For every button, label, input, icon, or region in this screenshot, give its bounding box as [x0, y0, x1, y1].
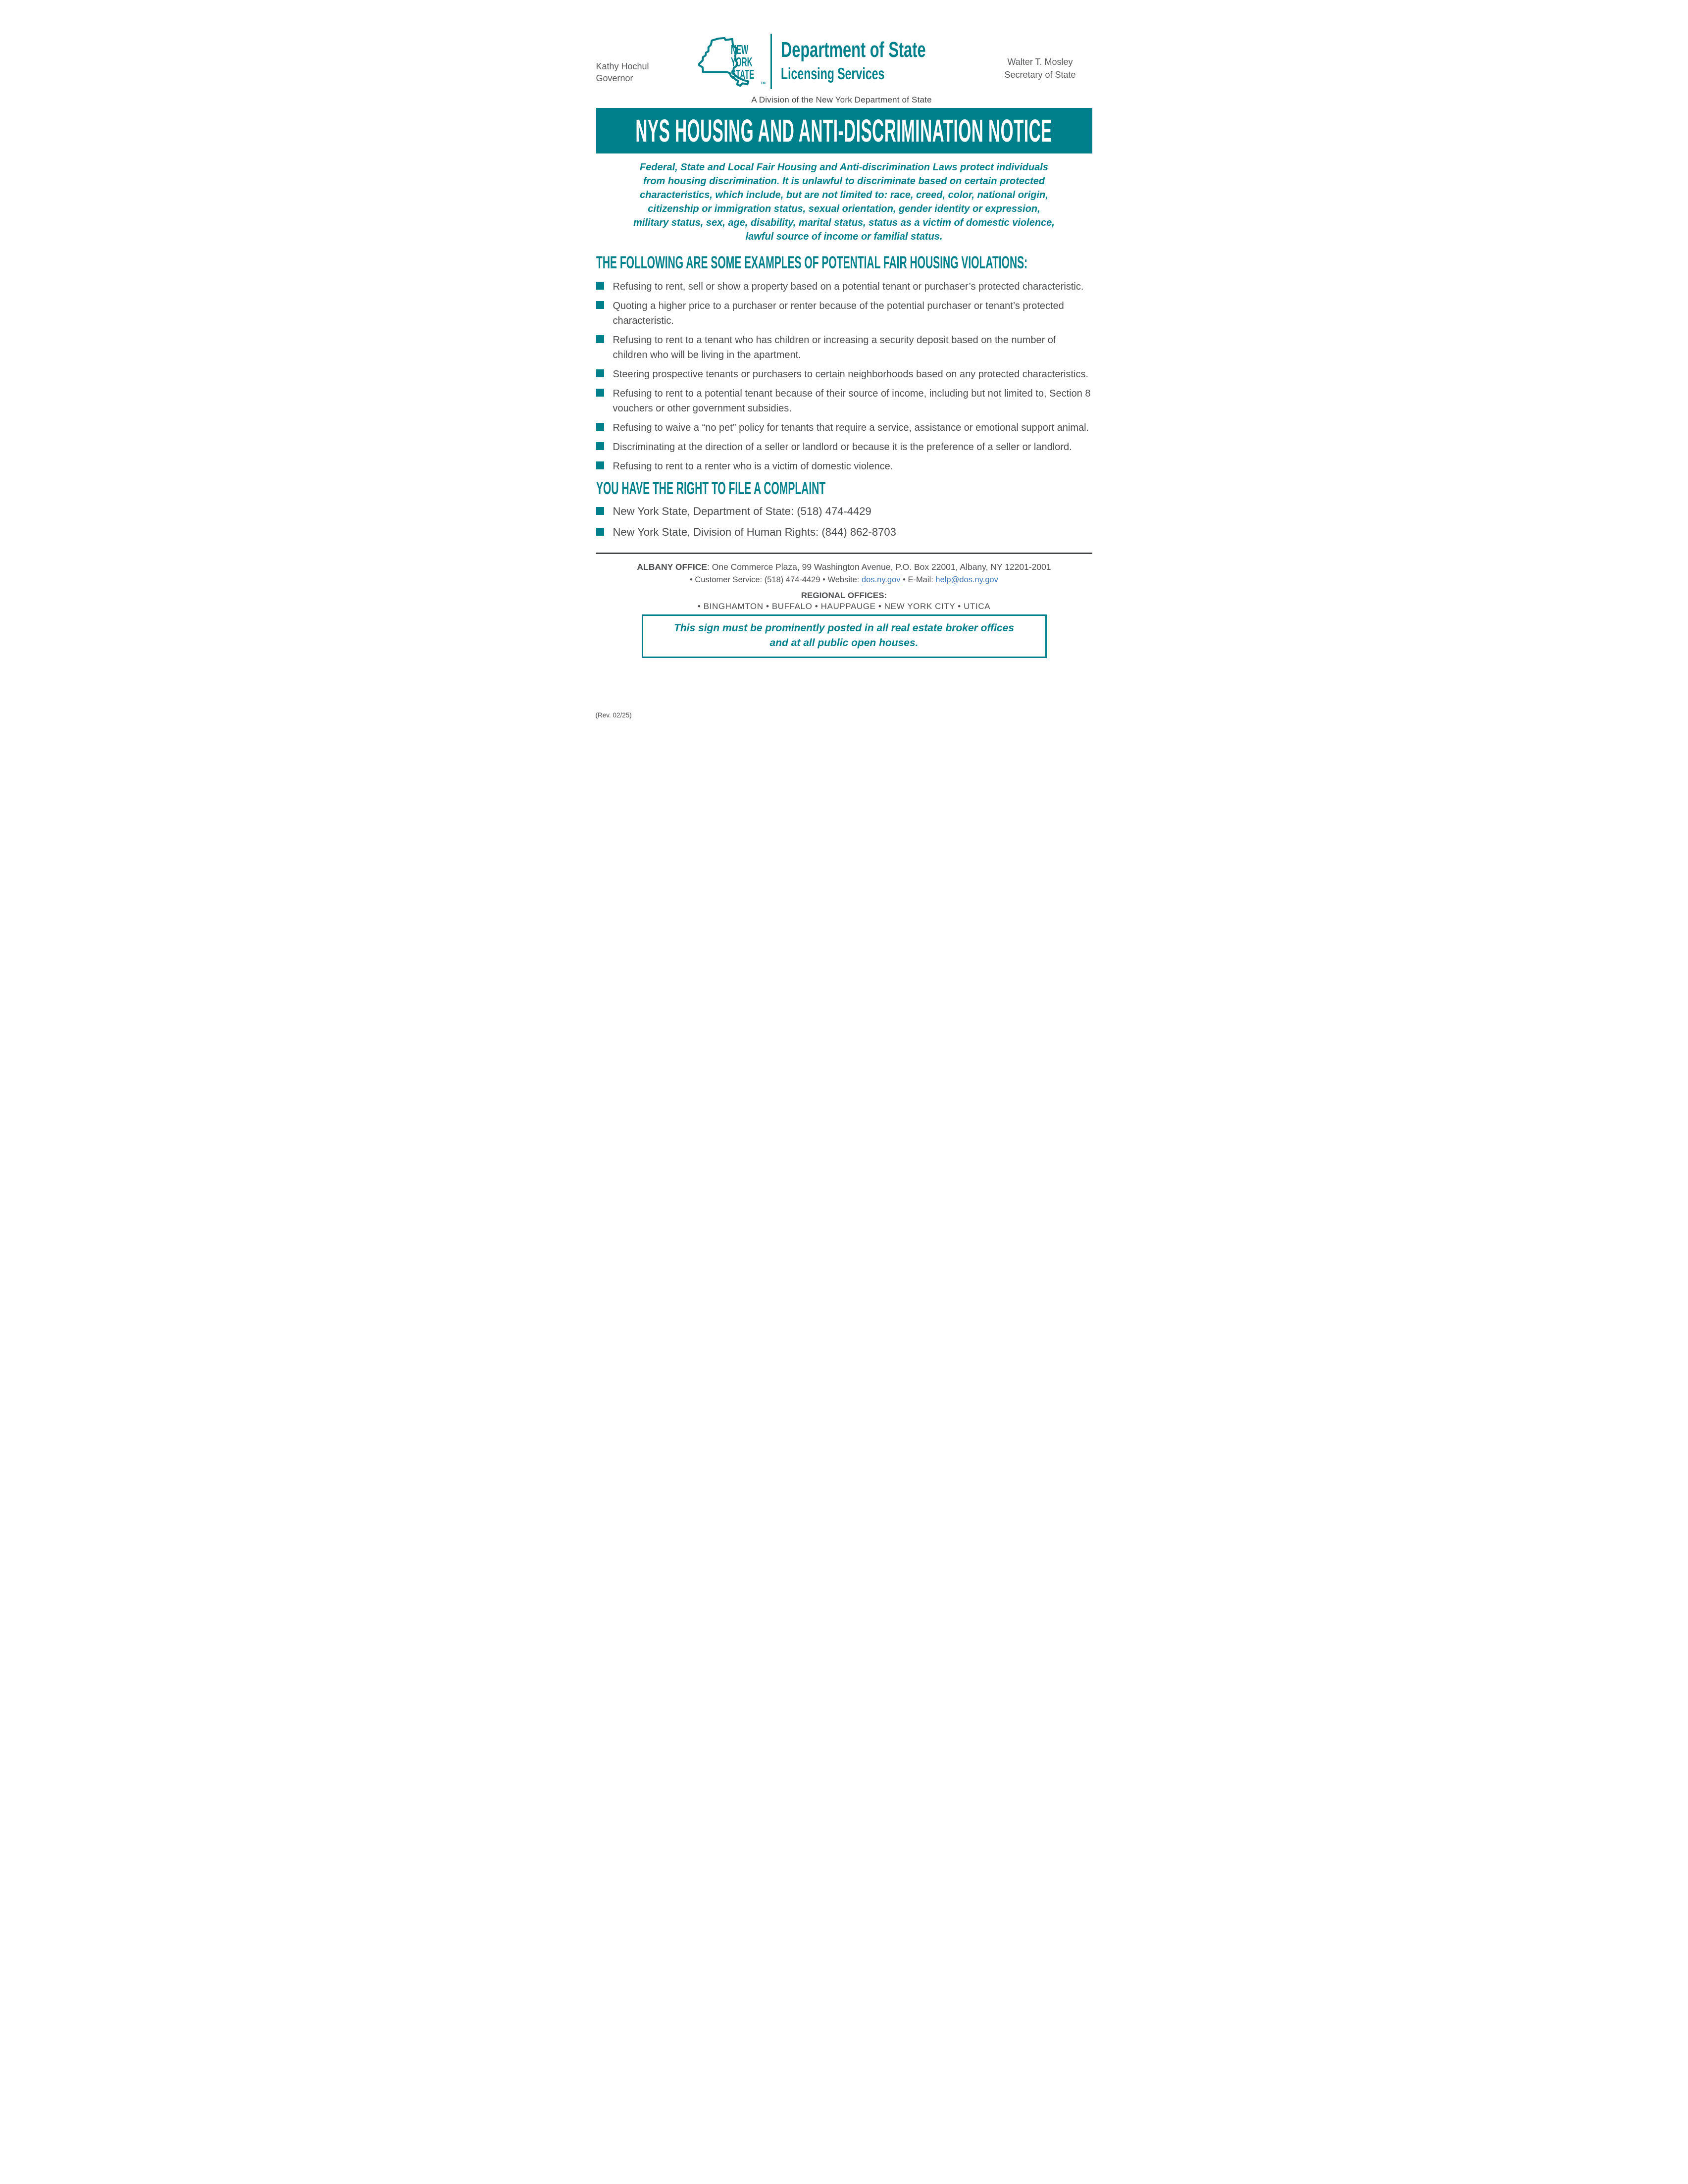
complaint-heading: YOU HAVE THE RIGHT TO FILE A COMPLAINT [596, 479, 825, 498]
ny-state-outline-icon [695, 33, 764, 92]
document-page [563, 0, 1125, 728]
bullet-square-icon [596, 282, 604, 290]
customer-service-text: • Customer Service: (518) 474-4429 • Website: [690, 575, 862, 584]
violation-text: Refusing to rent, sell or show a property based on a potential tenant or purchaser’s protected characteristic. [613, 281, 1084, 292]
bullet-square-icon [596, 507, 604, 515]
revision-label: (Rev. 02/25) [595, 711, 632, 719]
bullet-square-icon [596, 442, 604, 450]
intro-line: Federal, State and Local Fair Housing and Anti-discrimination Laws protect individuals [640, 162, 1048, 173]
email-link[interactable]: help@dos.ny.gov [935, 575, 998, 584]
logo-divider [770, 34, 772, 89]
logo-wordmark [731, 44, 754, 81]
intro-line: citizenship or immigration status, sexual orientation, gender identity or expression, [648, 203, 1040, 214]
list-item [596, 440, 1092, 455]
title-banner [596, 108, 1092, 153]
violations-list [596, 279, 1092, 474]
list-item [596, 420, 1092, 435]
violation-text: Steering prospective tenants or purchasers to certain neighborhoods based on any protected characteristics. [613, 369, 1089, 380]
list-item [596, 333, 1092, 362]
bullet-square-icon [596, 528, 604, 536]
list-item [596, 367, 1092, 382]
footer [596, 562, 1092, 658]
logo-word-new: NEW [730, 42, 749, 57]
intro-line: from housing discrimination. It is unlawful to discriminate based on certain protected [643, 176, 1045, 187]
governor-name: Kathy Hochul [596, 61, 649, 71]
violation-text: Discriminating at the direction of a seller or landlord or because it is the preference of a seller or landlord. [613, 442, 1072, 453]
list-item [596, 299, 1092, 328]
albany-office-label: ALBANY OFFICE [637, 562, 707, 572]
bullet-square-icon [596, 389, 604, 397]
regional-offices-heading: REGIONAL OFFICES: [801, 591, 887, 600]
list-item [596, 525, 1092, 540]
posting-notice-line: This sign must be prominently posted in all real estate broker offices [674, 622, 1014, 634]
notice-title: NYS HOUSING AND ANTI-DISCRIMINATION NOTICE [635, 113, 1053, 149]
list-item [596, 459, 1092, 474]
intro-line: military status, sex, age, disability, marital status, status as a victim of domestic violence, [633, 217, 1055, 228]
complaint-list [596, 504, 1092, 540]
header [596, 16, 1092, 105]
licensing-services-subtitle: Licensing Services [780, 64, 885, 83]
website-link[interactable]: dos.ny.gov [861, 575, 901, 584]
violation-text: Refusing to rent to a potential tenant because of their source of income, including but not limited to, Section 8 vouchers or other government subsidies. [613, 388, 1091, 414]
bullet-square-icon [596, 301, 604, 309]
albany-office-address: : One Commerce Plaza, 99 Washington Avenue, P.O. Box 22001, Albany, NY 12201-2001 [707, 562, 1051, 572]
footer-divider [596, 553, 1092, 554]
albany-office-line [596, 562, 1092, 572]
secretary-block [988, 33, 1092, 81]
violations-heading: THE FOLLOWING ARE SOME EXAMPLES OF POTENTIAL FAIR HOUSING VIOLATIONS: [596, 253, 1027, 272]
department-title: Department of State [780, 38, 926, 62]
complaint-contact: New York State, Department of State: (518) 474-4429 [613, 505, 871, 517]
division-tagline: A Division of the New York Department of State [751, 95, 932, 104]
posting-notice-line: and at all public open houses. [769, 637, 919, 649]
intro-line: characteristics, which include, but are not limited to: race, creed, color, national origin, [640, 190, 1048, 201]
bullet-square-icon [596, 423, 604, 431]
department-block [781, 33, 988, 83]
governor-block [596, 33, 695, 85]
violation-text: Refusing to rent to a renter who is a victim of domestic violence. [613, 461, 893, 472]
trademark-symbol: TM [760, 82, 766, 85]
list-item [596, 504, 1092, 519]
bullet-square-icon [596, 369, 604, 377]
intro-paragraph [596, 160, 1092, 244]
violation-text: Refusing to rent to a tenant who has children or increasing a security deposit based on the number of children who will be living in the apartment. [613, 335, 1056, 360]
bullet-square-icon [596, 461, 604, 469]
list-item [596, 386, 1092, 416]
secretary-name: Walter T. Mosley [1007, 57, 1073, 67]
bullet-square-icon [596, 335, 604, 343]
regional-offices-list: • BINGHAMTON • BUFFALO • HAUPPAUGE • NEW YORK CITY • UTICA [697, 602, 991, 611]
secretary-title: Secretary of State [1004, 70, 1076, 80]
violation-text: Refusing to waive a “no pet” policy for tenants that require a service, assistance or emotional support animal. [613, 422, 1089, 433]
posting-notice-box [642, 614, 1047, 658]
complaint-contact: New York State, Division of Human Rights: (844) 862-8703 [613, 526, 896, 538]
logo-word-york: YORK [730, 54, 753, 69]
logo-column [695, 33, 988, 105]
intro-line: lawful source of income or familial status. [745, 231, 943, 242]
customer-service-line [596, 575, 1092, 585]
logo-word-state: STATE [730, 67, 755, 82]
nys-logo [695, 33, 988, 92]
governor-title: Governor [596, 73, 633, 84]
email-label: • E-Mail: [900, 575, 936, 584]
list-item [596, 279, 1092, 294]
violation-text: Quoting a higher price to a purchaser or renter because of the potential purchaser or tenant’s protected characteristic. [613, 301, 1064, 326]
